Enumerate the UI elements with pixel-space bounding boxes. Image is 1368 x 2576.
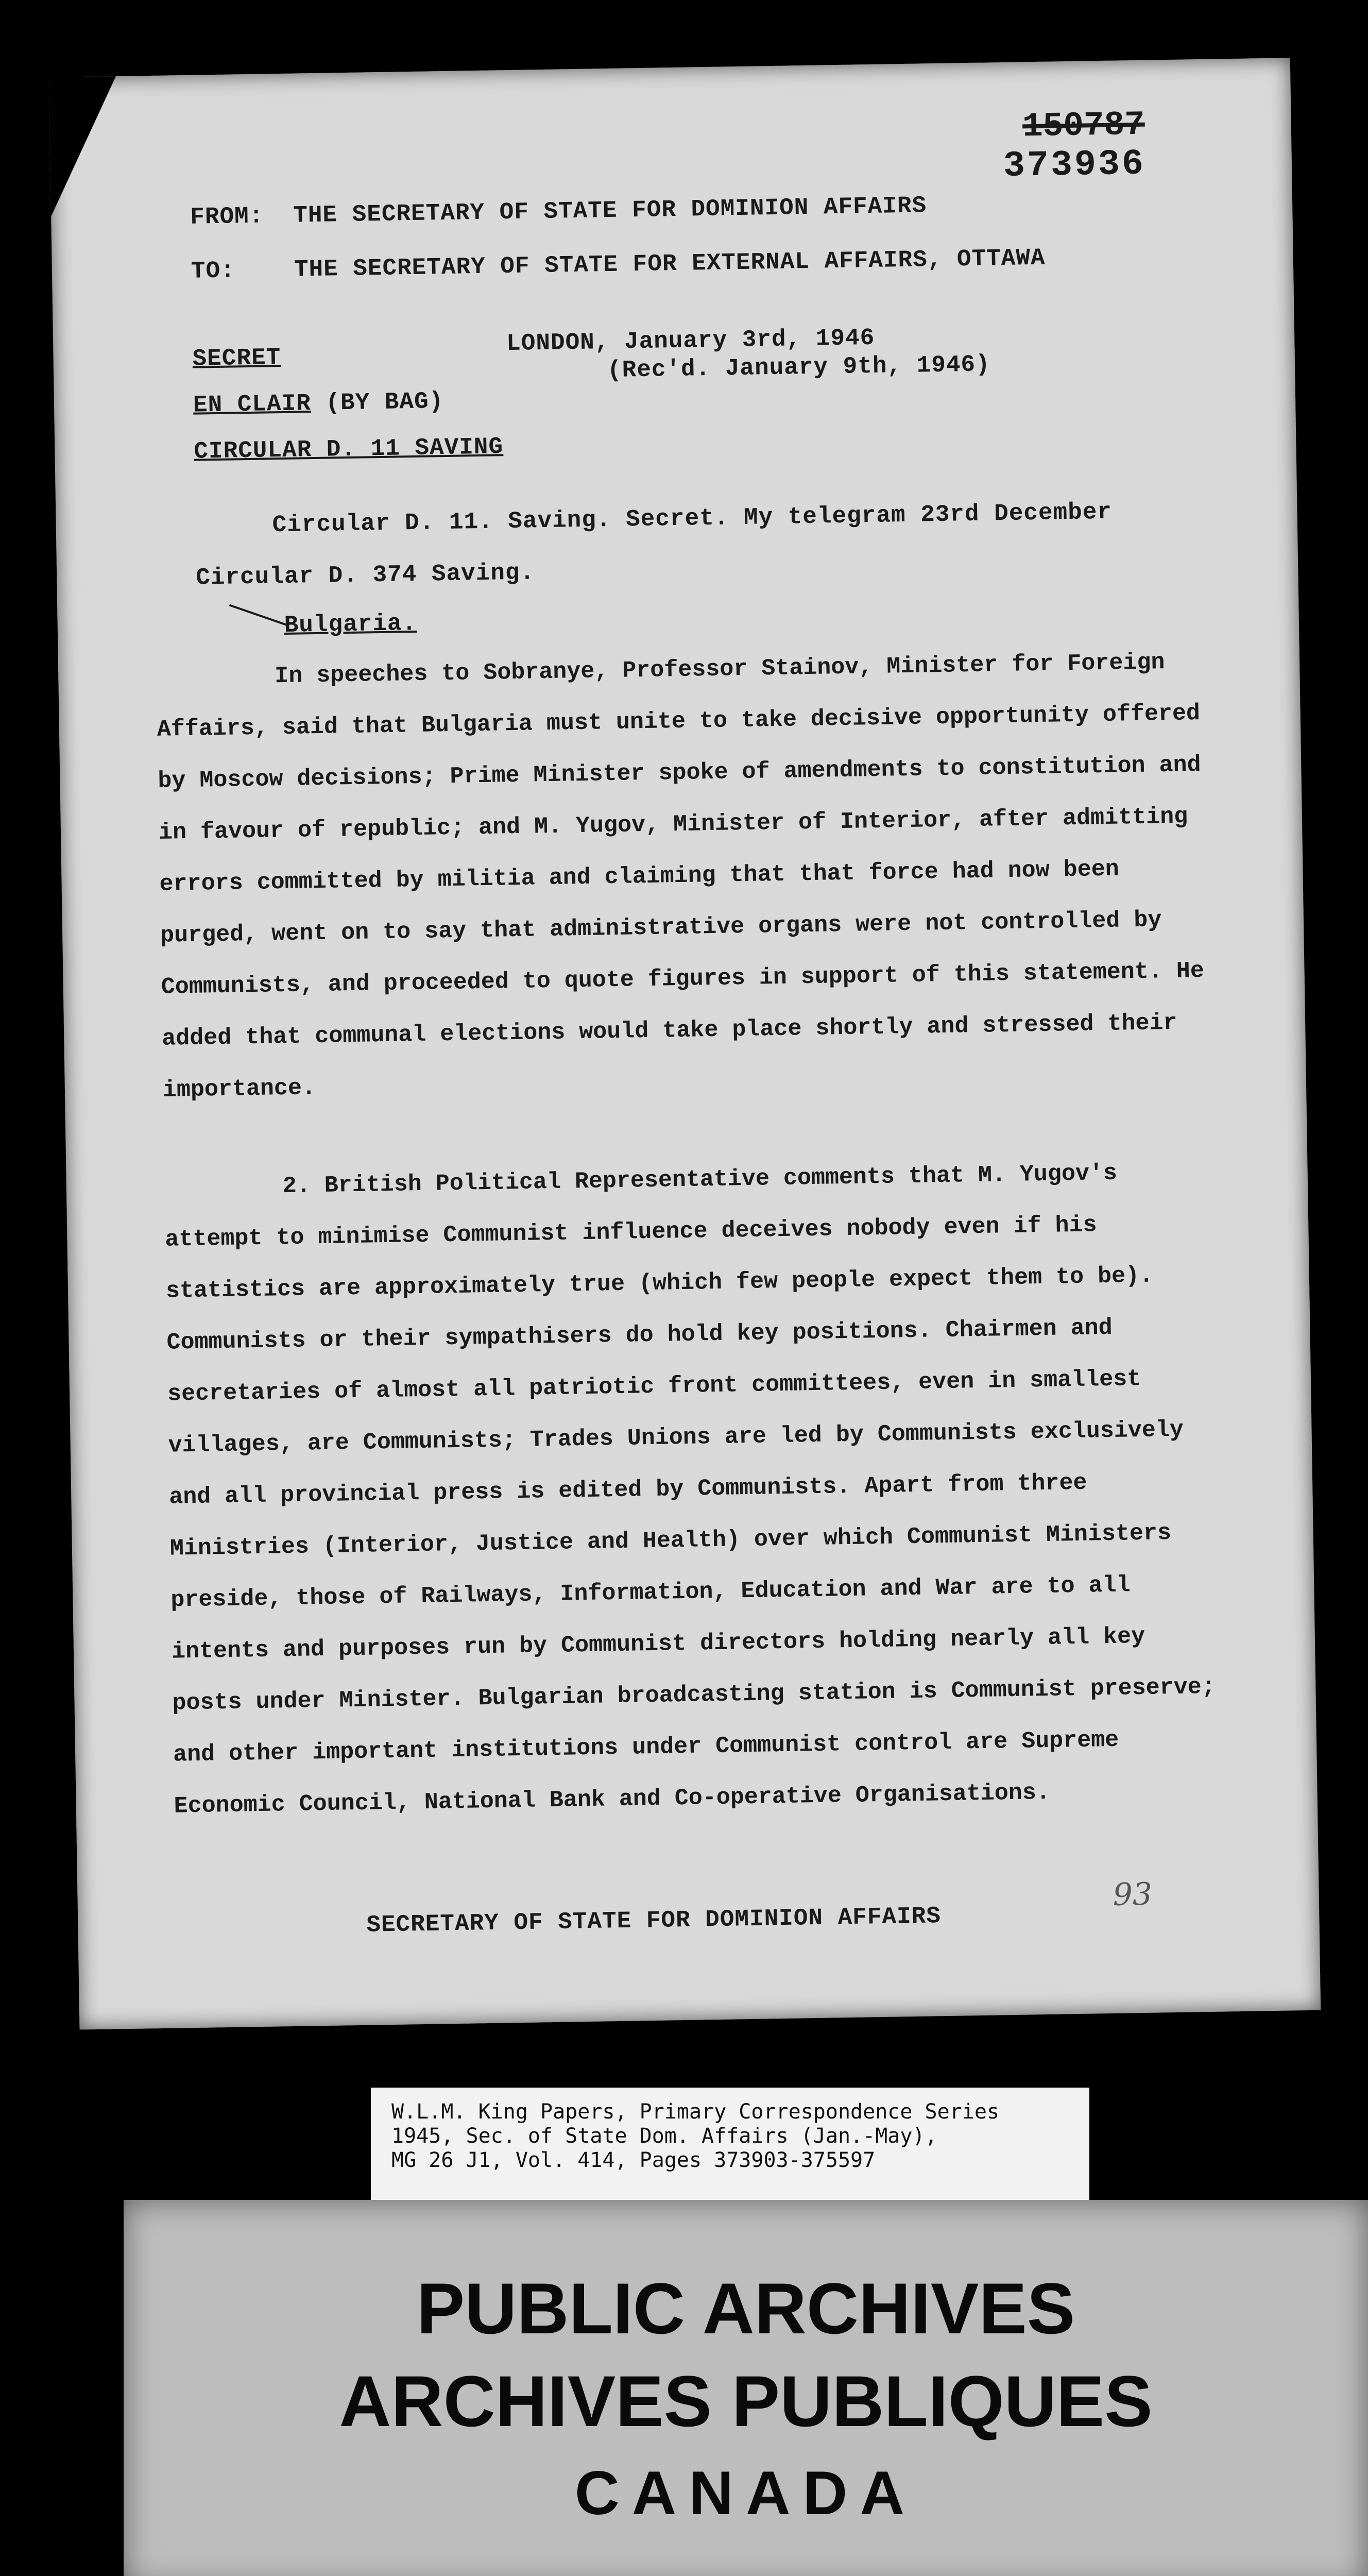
en-clair-label: EN CLAIR bbox=[193, 390, 312, 419]
signature: SECRETARY OF STATE FOR DOMINION AFFAIRS bbox=[366, 1903, 942, 1939]
citation-line-1: W.L.M. King Papers, Primary Correspondence Series bbox=[391, 2100, 1000, 2124]
citation-label bbox=[371, 2088, 1089, 2206]
archives-stamp bbox=[124, 2200, 1368, 2576]
stamp-line-2: ARCHIVES PUBLIQUES bbox=[339, 2361, 1153, 2442]
intro-line-2: Circular D. 374 Saving. bbox=[195, 559, 535, 591]
by-bag-label: (BY BAG) bbox=[326, 388, 444, 417]
folded-corner bbox=[49, 76, 118, 216]
citation-line-3: MG 26 J1, Vol. 414, Pages 373903-375597 bbox=[391, 2148, 876, 2172]
circular-label: CIRCULAR D. 11 SAVING bbox=[194, 433, 504, 465]
stamp-line-1: PUBLIC ARCHIVES bbox=[416, 2268, 1075, 2349]
to-label: TO: bbox=[191, 257, 236, 285]
from-value: THE SECRETARY OF STATE FOR DOMINION AFFAIRS bbox=[293, 192, 927, 229]
struck-document-number: 150787 bbox=[1022, 105, 1145, 146]
current-document-number: 373936 bbox=[1003, 144, 1146, 187]
document-number bbox=[1002, 106, 1145, 187]
from-label: FROM: bbox=[190, 202, 264, 231]
paragraph-2: 2. British Political Representative comments that M. Yugov's attempt to minimise Communist influence deceives nobody even if his statistics are approximately true (which few people expect them to be). Communists or their sympathisers do hold key positions. Chairmen and secretaries of almost all patriotic front committees, even in smallest villages, are Communists; Trades Unions are led by Communists exclusively and all provincial press is edited by Communists. Apart from three Ministries (Interior, Justice and Health) over which Communist Ministers preside, those of Railways, Information, Education and War are to all intents and purposes run by Communist directors holding nearly all key posts under Minister. Bulgarian broadcasting station is Communist preserve; and other important institutions under Communist control are Supreme Economic Council, National Bank and Co-operative Organisations. bbox=[165, 1160, 1216, 1820]
place-date: LONDON, January 3rd, 1946 bbox=[506, 324, 875, 358]
intro-line-1: Circular D. 11. Saving. Secret. My telegram 23rd December bbox=[272, 498, 1113, 539]
document-sheet bbox=[49, 58, 1321, 2029]
paragraph-1: In speeches to Sobranye, Professor Stainov, Minister for Foreign Affairs, said that Bulgaria must unite to take decisive opportunity offered by Moscow decisions; Prime Minister spoke of amendments to constitution and in favour of republic; and M. Yugov, Minister of Interior, after admitting errors committed by militia and claiming that that force had now been purged, went on to say that administrative organs were not controlled by Communists, and proceeded to quote figures in support of this statement. He added that communal elections would take place shortly and stressed their importance. bbox=[157, 649, 1205, 1104]
subject-heading: Bulgaria. bbox=[284, 609, 417, 639]
to-value: THE SECRETARY OF STATE FOR EXTERNAL AFFAIRS, OTTAWA bbox=[294, 244, 1046, 283]
stamp-line-3: CANADA bbox=[575, 2459, 917, 2528]
citation-line-2: 1945, Sec. of State Dom. Affairs (Jan.-May), bbox=[391, 2124, 937, 2148]
secret-label: SECRET bbox=[192, 344, 281, 372]
handwritten-page-number: 93 bbox=[1113, 1876, 1153, 1913]
received-date: (Rec'd. January 9th, 1946) bbox=[607, 351, 991, 384]
subject-pointer-mark bbox=[229, 604, 288, 626]
